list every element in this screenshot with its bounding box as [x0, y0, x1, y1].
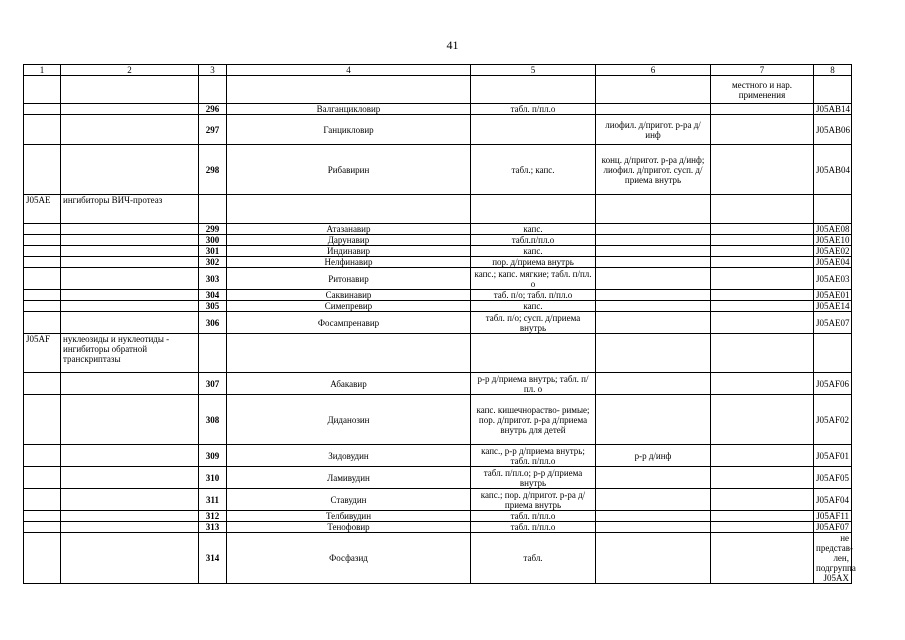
row-number: 301	[199, 246, 227, 257]
group-name: ингибиторы ВИЧ-протеаз	[61, 195, 199, 224]
row-number: 314	[199, 533, 227, 584]
atc-code	[814, 334, 852, 373]
empty-cell	[596, 76, 711, 104]
header-cell: 7	[711, 65, 814, 76]
row-number: 298	[199, 145, 227, 195]
group-code	[24, 235, 61, 246]
dosage-form: капс.	[471, 246, 596, 257]
drug-name: Симепревир	[227, 301, 471, 312]
row-number: 297	[199, 115, 227, 145]
dosage-form: табл. п/пл.о	[471, 522, 596, 533]
group-code	[24, 312, 61, 334]
row-number: 310	[199, 467, 227, 489]
atc-code	[814, 195, 852, 224]
local-form	[711, 533, 814, 584]
atc-code: J05AF02	[814, 395, 852, 445]
atc-code: J05AE01	[814, 290, 852, 301]
drug-name: Ганцикловир	[227, 115, 471, 145]
injection-form	[596, 522, 711, 533]
dosage-form	[471, 334, 596, 373]
row-number: 304	[199, 290, 227, 301]
drug-name: Ритонавир	[227, 268, 471, 290]
local-form	[711, 511, 814, 522]
group-name	[61, 533, 199, 584]
local-form	[711, 224, 814, 235]
empty-cell	[814, 76, 852, 104]
header-continuation-row	[24, 76, 852, 104]
local-form	[711, 235, 814, 246]
group-name	[61, 235, 199, 246]
atc-code: J05AF04	[814, 489, 852, 511]
group-code	[24, 268, 61, 290]
injection-form	[596, 533, 711, 584]
header-cell: 4	[227, 65, 471, 76]
row-number: 306	[199, 312, 227, 334]
group-code	[24, 115, 61, 145]
row-number: 312	[199, 511, 227, 522]
injection-form: лиофил. д/пригот. р-ра д/инф	[596, 115, 711, 145]
drug-row	[24, 489, 852, 511]
group-name	[61, 373, 199, 395]
row-number: 313	[199, 522, 227, 533]
drug-name: Фосфазид	[227, 533, 471, 584]
row-number: 309	[199, 445, 227, 467]
local-form	[711, 104, 814, 115]
group-row	[24, 334, 852, 373]
dosage-form: капс.	[471, 224, 596, 235]
drug-row	[24, 467, 852, 489]
drug-name	[227, 195, 471, 224]
drug-row	[24, 115, 852, 145]
atc-code: J05AB06	[814, 115, 852, 145]
injection-form: р-р д/инф	[596, 445, 711, 467]
group-code	[24, 489, 61, 511]
atc-code: J05AF01	[814, 445, 852, 467]
injection-form	[596, 195, 711, 224]
row-number	[199, 195, 227, 224]
group-code	[24, 533, 61, 584]
injection-form	[596, 246, 711, 257]
injection-form	[596, 334, 711, 373]
drug-row	[24, 104, 852, 115]
dosage-form	[471, 115, 596, 145]
group-name	[61, 445, 199, 467]
group-code	[24, 522, 61, 533]
table-body	[24, 65, 856, 584]
group-code	[24, 257, 61, 268]
dosage-form: капс., р-р д/приема внутрь; табл. п/пл.о	[471, 445, 596, 467]
local-form	[711, 145, 814, 195]
drug-row	[24, 257, 852, 268]
dosage-form: табл. п/пл.о	[471, 511, 596, 522]
atc-code: J05AB04	[814, 145, 852, 195]
header-number-row	[24, 65, 852, 76]
group-name	[61, 301, 199, 312]
group-code	[24, 104, 61, 115]
local-form	[711, 290, 814, 301]
injection-form	[596, 290, 711, 301]
local-form	[711, 334, 814, 373]
drug-list-table	[23, 64, 856, 584]
drug-name	[227, 334, 471, 373]
dosage-form: табл.	[471, 533, 596, 584]
group-code	[24, 373, 61, 395]
drug-name: Атазанавир	[227, 224, 471, 235]
row-number: 305	[199, 301, 227, 312]
local-form	[711, 268, 814, 290]
row-number: 308	[199, 395, 227, 445]
dosage-form: р-р д/приема внутрь; табл. п/пл. о	[471, 373, 596, 395]
empty-cell	[24, 76, 61, 104]
drug-name: Ламивудин	[227, 467, 471, 489]
group-code	[24, 224, 61, 235]
group-code	[24, 246, 61, 257]
group-row	[24, 195, 852, 224]
drug-name: Ставудин	[227, 489, 471, 511]
drug-name: Рибавирин	[227, 145, 471, 195]
row-number: 299	[199, 224, 227, 235]
drug-name: Дарунавир	[227, 235, 471, 246]
column-7-heading: местного и нар. применения	[711, 76, 814, 104]
drug-row	[24, 533, 852, 584]
atc-code: J05AE08	[814, 224, 852, 235]
row-number: 302	[199, 257, 227, 268]
drug-name: Зидовудин	[227, 445, 471, 467]
empty-cell	[227, 76, 471, 104]
atc-code: J05AE03	[814, 268, 852, 290]
row-number: 307	[199, 373, 227, 395]
row-number: 303	[199, 268, 227, 290]
dosage-form: табл. п/пл.о; р-р д/приема внутрь	[471, 467, 596, 489]
group-code: J05AF	[24, 334, 61, 373]
row-number	[199, 334, 227, 373]
group-code	[24, 145, 61, 195]
dosage-form: пор. д/приема внутрь	[471, 257, 596, 268]
drug-name: Фосампренавир	[227, 312, 471, 334]
local-form	[711, 301, 814, 312]
atc-code: J05AF05	[814, 467, 852, 489]
drug-row	[24, 246, 852, 257]
local-form	[711, 373, 814, 395]
injection-form	[596, 235, 711, 246]
header-cell: 1	[24, 65, 61, 76]
header-cell: 2	[61, 65, 199, 76]
atc-code: J05AE07	[814, 312, 852, 334]
group-name	[61, 395, 199, 445]
local-form	[711, 489, 814, 511]
injection-form	[596, 301, 711, 312]
atc-code: J05AE10	[814, 235, 852, 246]
drug-row	[24, 312, 852, 334]
atc-code: J05AF07	[814, 522, 852, 533]
drug-row	[24, 301, 852, 312]
injection-form	[596, 224, 711, 235]
local-form	[711, 195, 814, 224]
injection-form	[596, 373, 711, 395]
atc-code: J05AE04	[814, 257, 852, 268]
group-name	[61, 115, 199, 145]
group-name	[61, 290, 199, 301]
injection-form	[596, 257, 711, 268]
atc-code: не представ- лен, подгруппа J05AX	[814, 533, 852, 584]
dosage-form: капс.; пор. д/пригот. р-ра д/приема внутрь	[471, 489, 596, 511]
drug-row	[24, 511, 852, 522]
drug-row	[24, 522, 852, 533]
injection-form	[596, 467, 711, 489]
drug-name: Индинавир	[227, 246, 471, 257]
header-cell: 6	[596, 65, 711, 76]
drug-name: Телбивудин	[227, 511, 471, 522]
local-form	[711, 312, 814, 334]
dosage-form: табл.; капс.	[471, 145, 596, 195]
group-name	[61, 145, 199, 195]
row-number: 311	[199, 489, 227, 511]
drug-row	[24, 268, 852, 290]
empty-cell	[61, 76, 199, 104]
injection-form	[596, 511, 711, 522]
drug-row	[24, 395, 852, 445]
group-name	[61, 224, 199, 235]
empty-cell	[199, 76, 227, 104]
drug-row	[24, 445, 852, 467]
atc-code: J05AF06	[814, 373, 852, 395]
dosage-form	[471, 195, 596, 224]
drug-name: Абакавир	[227, 373, 471, 395]
group-name	[61, 257, 199, 268]
drug-row	[24, 235, 852, 246]
row-number: 296	[199, 104, 227, 115]
group-code	[24, 445, 61, 467]
drug-row	[24, 145, 852, 195]
drug-row	[24, 373, 852, 395]
local-form	[711, 522, 814, 533]
header-cell: 8	[814, 65, 852, 76]
group-name	[61, 511, 199, 522]
local-form	[711, 246, 814, 257]
drug-name: Саквинавир	[227, 290, 471, 301]
local-form	[711, 395, 814, 445]
atc-code: J05AE14	[814, 301, 852, 312]
drug-name: Тенофовир	[227, 522, 471, 533]
group-code	[24, 301, 61, 312]
atc-code: J05AB14	[814, 104, 852, 115]
drug-name: Валганцикловир	[227, 104, 471, 115]
group-name	[61, 104, 199, 115]
drug-row	[24, 290, 852, 301]
group-name	[61, 467, 199, 489]
dosage-form: табл.п/пл.о	[471, 235, 596, 246]
page-number: 41	[446, 38, 459, 52]
empty-cell	[471, 76, 596, 104]
local-form	[711, 257, 814, 268]
injection-form: конц. д/пригот. р-ра д/инф; лиофил. д/пригот. сусп. д/приема внутрь	[596, 145, 711, 195]
injection-form	[596, 312, 711, 334]
local-form	[711, 467, 814, 489]
dosage-form: таб. п/о; табл. п/пл.о	[471, 290, 596, 301]
row-number: 300	[199, 235, 227, 246]
local-form	[711, 115, 814, 145]
dosage-form: капс.; капс. мягкие; табл. п/пл. о	[471, 268, 596, 290]
drug-row	[24, 224, 852, 235]
local-form	[711, 445, 814, 467]
group-code	[24, 290, 61, 301]
drug-name: Нелфинавир	[227, 257, 471, 268]
group-name	[61, 489, 199, 511]
drug-name: Диданозин	[227, 395, 471, 445]
group-code	[24, 467, 61, 489]
injection-form	[596, 104, 711, 115]
group-code	[24, 511, 61, 522]
group-name	[61, 312, 199, 334]
group-name	[61, 268, 199, 290]
dosage-form: капс. кишечнораство- римые; пор. д/пригот. р-ра д/приема внутрь для детей	[471, 395, 596, 445]
injection-form	[596, 268, 711, 290]
group-code: J05AE	[24, 195, 61, 224]
atc-code: J05AE02	[814, 246, 852, 257]
header-cell: 5	[471, 65, 596, 76]
group-name	[61, 522, 199, 533]
header-cell: 3	[199, 65, 227, 76]
injection-form	[596, 395, 711, 445]
group-name	[61, 246, 199, 257]
dosage-form: табл. п/пл.о	[471, 104, 596, 115]
dosage-form: табл. п/о; сусп. д/приема внутрь	[471, 312, 596, 334]
injection-form	[596, 489, 711, 511]
group-code	[24, 395, 61, 445]
dosage-form: капс.	[471, 301, 596, 312]
atc-code: J05AF11	[814, 511, 852, 522]
group-name: нуклеозиды и нуклеотиды - ингибиторы обратной транскриптазы	[61, 334, 199, 373]
